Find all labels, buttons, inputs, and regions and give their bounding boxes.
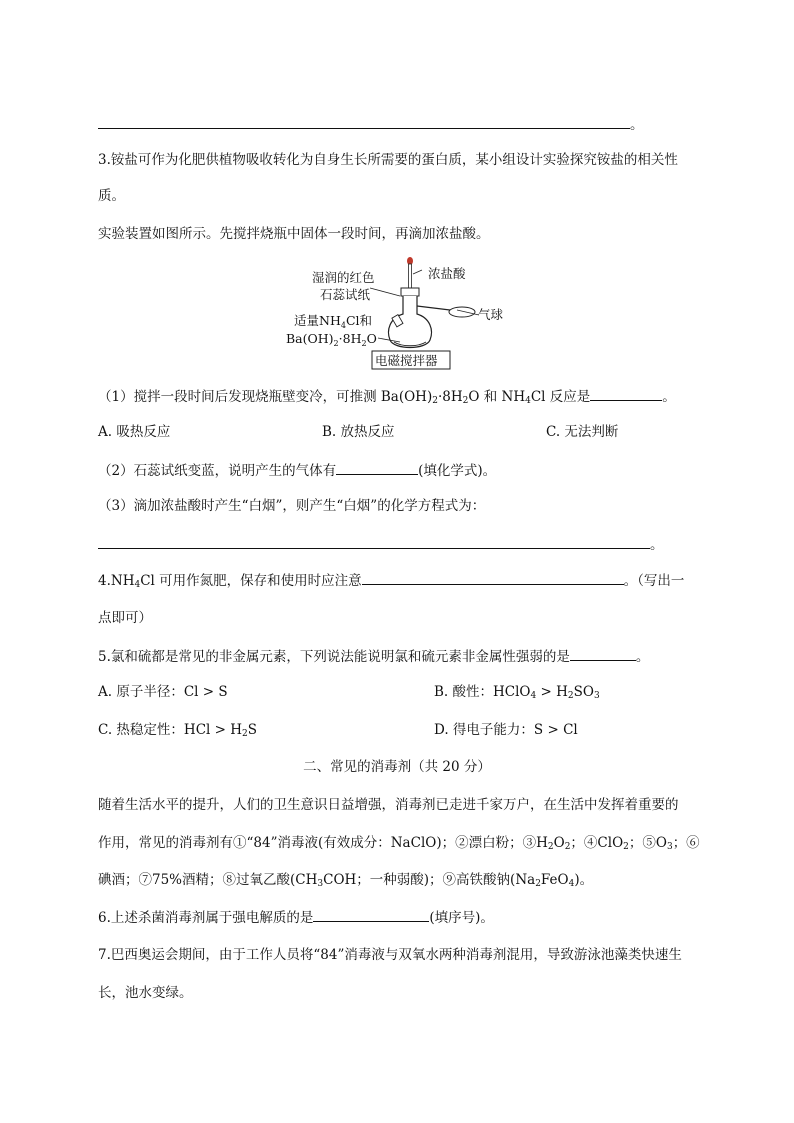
q6: 6.上述杀菌消毒剂属于强电解质的是 (填序号)。 [98,907,494,928]
section2-para-line1: 随着生活水平的提升，人们的卫生意识日益增强，消毒剂已走进千家万户，在生活中发挥着重要的 [98,797,679,813]
q4-line2: 点即可） [98,610,152,626]
q5-option-b: B. 酸性：HClO$_4$ > $H_2SO_3$ [434,684,600,701]
answer-blank[interactable] [98,114,630,129]
answer-blank[interactable] [336,460,418,475]
q3-sub2: （2）石蕊试纸变蓝，说明产生的气体有 (填化学式)。 [98,460,496,481]
q3-option-b: B. 放热反应 [322,424,395,440]
q3-setup-text: 实验装置如图所示。先搅拌烧瓶中固体一段时间，再滴加浓盐酸。 [98,226,490,242]
answer-blank[interactable] [590,386,662,401]
answer-blank[interactable] [362,570,624,585]
label-solid-1: 适量$NH_4Cl$和 [294,313,372,330]
q3-sub3: （3）滴加浓盐酸时产生“白烟”，则产生“白烟”的化学方程式为： [98,498,486,514]
q5-option-c: C. 热稳定性：HCl > $H_2S$ [98,722,258,739]
section2-para-line2: 作用，常见的消毒剂有①“84”消毒液(有效成分：NaClO)；②漂白粉；$③H_2O_2$；④ClO$_2$；$⑤O_3$；⑥ [98,835,700,852]
answer-blank[interactable] [98,534,650,549]
q3-sub3-answer: 。 [98,534,664,555]
label-stirrer: 电磁搅拌器 [375,353,438,368]
section2-para-line3: 碘酒；⑦75%酒精；⑧过氧乙酸($CH_3COH$；一种弱酸)；⑨高铁酸钠$(Na_2FeO_4)$。 [98,872,594,889]
q3-sub1: （1）搅拌一段时间后发现烧瓶壁变冷，可推测 $Ba(OH)_2\cdot 8H_2O$ 和 $NH_4Cl$ 反应是 。 [98,386,676,411]
leader-litmus [370,288,400,296]
answer-blank[interactable] [313,907,429,922]
q3-option-c: C. 无法判断 [546,424,619,440]
q4-line1: $4.NH_4Cl$ 可用作氮肥，保存和使用时应注意 。（写出一 [98,570,684,595]
q5-stem: 5.氯和硫都是常见的非金属元素，下列说法能说明氯和硫元素非金属性强弱的是 。 [98,646,649,667]
apparatus-figure [282,252,522,374]
label-conc-hcl: 浓盐酸 [428,266,466,281]
q3-stem-line2: 质。 [98,188,125,204]
label-balloon: 气球 [478,307,504,322]
top-answer-line: 。 [98,114,644,135]
side-arm [417,306,450,310]
section-title: 二、常见的消毒剂（共 20 分） [303,759,491,775]
label-wet-litmus-2: 石蕊试纸 [320,287,371,302]
q3-option-a: A. 吸热反应 [98,424,171,440]
stopper [401,288,419,296]
label-solid-2: $Ba(OH)_2\cdot 8H_2O$ [286,331,377,348]
balloon-icon [449,307,475,317]
q3-stem-line1: 3.铵盐可作为化肥供植物吸收转化为自身生长所需要的蛋白质，某小组设计实验探究铵盐的相关性 [98,152,678,168]
answer-blank[interactable] [570,646,636,661]
q5-option-a: A. 原子半径：Cl > S [98,684,228,700]
label-wet-litmus-1: 湿润的红色 [312,270,375,285]
leader-acid [413,270,422,274]
q7-line1: 7.巴西奥运会期间，由于工作人员将“84”消毒液与双氧水两种消毒剂混用，导致游泳池藻类快速生 [98,947,682,963]
q5-option-d: D. 得电子能力：S > Cl [434,722,578,738]
q7-line2: 长，池水变绿。 [98,985,193,1001]
